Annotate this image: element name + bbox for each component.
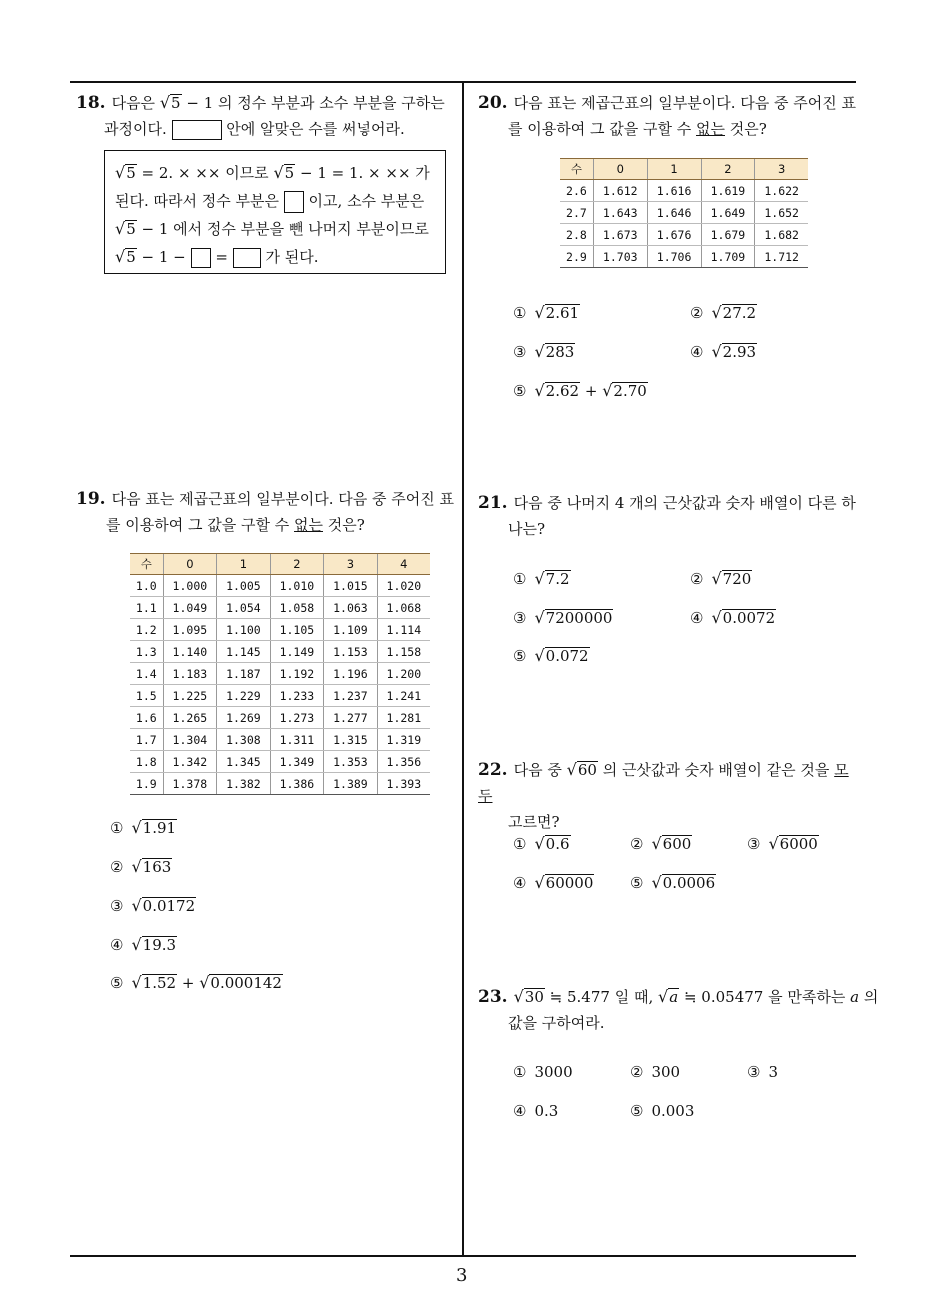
blank-subtract — [191, 248, 211, 268]
blank-integer-part — [284, 191, 304, 213]
q22-option-5[interactable]: ⑤ √0.0006 — [630, 873, 716, 892]
q21-option-2[interactable]: ② √720 — [690, 569, 752, 588]
q23-option-4[interactable]: ④ 0.3 — [513, 1102, 559, 1120]
table-cell: 1.196 — [324, 663, 378, 685]
table-cell: 1.233 — [270, 685, 324, 707]
table-cell: 1.237 — [324, 685, 378, 707]
table-cell: 1.114 — [377, 619, 430, 641]
table-cell: 1.308 — [217, 729, 271, 751]
table-cell: 1.054 — [217, 597, 271, 619]
q19-option-4[interactable]: ④ √19.3 — [110, 935, 177, 954]
q22-option-2[interactable]: ② √600 — [630, 834, 692, 853]
question-number: 18. — [76, 93, 106, 113]
table-cell: 1.273 — [270, 707, 324, 729]
table-cell: 1.9 — [130, 773, 163, 795]
table-cell: 2.7 — [560, 202, 593, 224]
table-header-cell: 3 — [324, 554, 378, 575]
table-cell: 1.682 — [755, 224, 808, 246]
q20-option-3[interactable]: ③ √283 — [513, 342, 575, 361]
question-22: 22. 다음 중 √60 의 근삿값과 숫자 배열이 같은 것을 모두 고르면? — [478, 760, 849, 831]
table-cell: 1.7 — [130, 729, 163, 751]
table-cell: 2.8 — [560, 224, 593, 246]
table-cell: 1.349 — [270, 751, 324, 773]
table-cell: 1.652 — [755, 202, 808, 224]
table-row — [130, 663, 430, 685]
table-cell: 1.703 — [593, 246, 647, 268]
table-cell: 1.068 — [377, 597, 430, 619]
table-cell: 2.6 — [560, 180, 593, 202]
table-cell: 1.378 — [163, 773, 217, 795]
question-number: 19. — [76, 489, 106, 509]
table-cell: 1.109 — [324, 619, 378, 641]
answer-blank — [172, 120, 222, 140]
table-cell: 1.712 — [755, 246, 808, 268]
table-cell: 1.000 — [163, 575, 217, 597]
table-cell: 1.158 — [377, 641, 430, 663]
q19-option-2[interactable]: ② √163 — [110, 857, 172, 876]
q23-option-5[interactable]: ⑤ 0.003 — [630, 1102, 695, 1120]
q20-option-2[interactable]: ② √27.2 — [690, 303, 757, 322]
table-cell: 1.382 — [217, 773, 271, 795]
table-row — [130, 685, 430, 707]
table-row — [130, 751, 430, 773]
table-row — [560, 246, 808, 268]
q21-option-1[interactable]: ① √7.2 — [513, 569, 570, 588]
table-cell: 1.679 — [701, 224, 755, 246]
table-cell: 1.225 — [163, 685, 217, 707]
table-row — [130, 619, 430, 641]
question-23: 23. √30 ≒ 5.477 일 때, √a ≒ 0.05477 을 만족하는 a 의 값을 구하여라. — [478, 987, 879, 1032]
table-cell: 1.095 — [163, 619, 217, 641]
table-cell: 1.345 — [217, 751, 271, 773]
table-cell: 1.2 — [130, 619, 163, 641]
question-number: 23. — [478, 987, 508, 1007]
table-cell: 1.010 — [270, 575, 324, 597]
table-header-cell: 4 — [377, 554, 430, 575]
table-cell: 1.304 — [163, 729, 217, 751]
q23-option-1[interactable]: ① 3000 — [513, 1063, 573, 1081]
q21-option-5[interactable]: ⑤ √0.072 — [513, 646, 589, 665]
table-cell: 1.342 — [163, 751, 217, 773]
question-number: 20. — [478, 93, 508, 113]
q20-option-5[interactable]: ⑤ √2.62 + √2.70 — [513, 381, 647, 400]
q21-option-3[interactable]: ③ √7200000 — [513, 608, 613, 627]
table-header-cell: 2 — [701, 159, 755, 180]
table-cell: 1.8 — [130, 751, 163, 773]
table-row — [130, 729, 430, 751]
q22-option-1[interactable]: ① √0.6 — [513, 834, 570, 853]
table-cell: 1.015 — [324, 575, 378, 597]
q21-option-4[interactable]: ④ √0.0072 — [690, 608, 776, 627]
table-cell: 1.0 — [130, 575, 163, 597]
table-row — [130, 641, 430, 663]
table-cell: 1.622 — [755, 180, 808, 202]
question-number: 22. — [478, 760, 508, 780]
table-cell: 1.1 — [130, 597, 163, 619]
table-cell: 1.277 — [324, 707, 378, 729]
table-cell: 1.676 — [647, 224, 701, 246]
table-cell: 1.353 — [324, 751, 378, 773]
table-cell: 1.105 — [270, 619, 324, 641]
table-cell: 1.616 — [647, 180, 701, 202]
table-cell: 1.619 — [701, 180, 755, 202]
table-header-cell: 3 — [755, 159, 808, 180]
table-header-cell: 1 — [217, 554, 271, 575]
table-cell: 1.153 — [324, 641, 378, 663]
table-row — [130, 773, 430, 795]
table-cell: 1.389 — [324, 773, 378, 795]
q20-option-4[interactable]: ④ √2.93 — [690, 342, 757, 361]
table-cell: 1.229 — [217, 685, 271, 707]
square-root-table-20 — [560, 158, 808, 268]
table-row — [130, 575, 430, 597]
square-root-table-19 — [130, 553, 430, 795]
table-cell: 1.265 — [163, 707, 217, 729]
table-cell: 1.063 — [324, 597, 378, 619]
table-cell: 1.319 — [377, 729, 430, 751]
bottom-rule — [70, 1255, 856, 1257]
question-number: 21. — [478, 493, 508, 513]
table-cell: 1.183 — [163, 663, 217, 685]
q23-option-2[interactable]: ② 300 — [630, 1063, 681, 1081]
table-cell: 1.3 — [130, 641, 163, 663]
table-cell: 1.311 — [270, 729, 324, 751]
table-cell: 1.315 — [324, 729, 378, 751]
table-cell: 1.649 — [701, 202, 755, 224]
table-cell: 1.269 — [217, 707, 271, 729]
table-cell: 1.673 — [593, 224, 647, 246]
table-header-cell: 수 — [560, 159, 593, 180]
table-header-cell: 0 — [593, 159, 647, 180]
question-20: 20. 다음 표는 제곱근표의 일부분이다. 다음 중 주어진 표 를 이용하여 그 값을 구할 수 없는 것은? — [478, 93, 857, 138]
q23-option-3[interactable]: ③ 3 — [747, 1063, 778, 1081]
table-row — [560, 224, 808, 246]
table-cell: 1.020 — [377, 575, 430, 597]
table-header-cell: 수 — [130, 554, 163, 575]
table-cell: 1.100 — [217, 619, 271, 641]
table-cell: 1.386 — [270, 773, 324, 795]
table-cell: 1.187 — [217, 663, 271, 685]
table-header-cell: 1 — [647, 159, 701, 180]
table-cell: 1.049 — [163, 597, 217, 619]
q19-option-1[interactable]: ① √1.91 — [110, 818, 177, 837]
table-cell: 1.393 — [377, 773, 430, 795]
table-cell: 1.058 — [270, 597, 324, 619]
table-cell: 1.706 — [647, 246, 701, 268]
q20-option-1[interactable]: ① √2.61 — [513, 303, 580, 322]
page-number: 3 — [456, 1265, 468, 1286]
question-18: 18. 다음은 √5 − 1 의 정수 부분과 소수 부분을 구하는 과정이다. 안에 알맞은 수를 써넣어라. — [76, 93, 445, 138]
table-cell: 1.5 — [130, 685, 163, 707]
table-cell: 2.9 — [560, 246, 593, 268]
table-row — [130, 707, 430, 729]
q19-option-5[interactable]: ⑤ √1.52 + √0.000142 — [110, 973, 282, 992]
question-21: 21. 다음 중 나머지 4 개의 근삿값과 숫자 배열이 다른 하 나는? — [478, 493, 856, 538]
table-row — [130, 597, 430, 619]
q22-option-4[interactable]: ④ √60000 — [513, 873, 594, 892]
table-header-cell: 0 — [163, 554, 217, 575]
table-cell: 1.200 — [377, 663, 430, 685]
column-divider — [462, 81, 464, 1256]
table-cell: 1.6 — [130, 707, 163, 729]
question-18-box: √5 = 2. × ×× 이므로 √5 − 1 = 1. × ×× 가 된다. 따라서 정수 부분은 이고, 소수 부분은 √5 − 1 에서 정수 부분을 뺀 나머지 부분이므로 √5 − 1 − = 가 된다. — [104, 150, 446, 274]
table-cell: 1.192 — [270, 663, 324, 685]
table-cell: 1.149 — [270, 641, 324, 663]
table-row — [560, 180, 808, 202]
q19-option-3[interactable]: ③ √0.0172 — [110, 896, 196, 915]
table-cell: 1.145 — [217, 641, 271, 663]
table-cell: 1.646 — [647, 202, 701, 224]
table-cell: 1.005 — [217, 575, 271, 597]
table-row — [560, 202, 808, 224]
question-19: 19. 다음 표는 제곱근표의 일부분이다. 다음 중 주어진 표 를 이용하여 그 값을 구할 수 없는 것은? — [76, 489, 455, 534]
table-cell: 1.709 — [701, 246, 755, 268]
q22-option-3[interactable]: ③ √6000 — [747, 834, 818, 853]
table-cell: 1.612 — [593, 180, 647, 202]
table-cell: 1.140 — [163, 641, 217, 663]
table-cell: 1.241 — [377, 685, 430, 707]
table-header-cell: 2 — [270, 554, 324, 575]
table-cell: 1.356 — [377, 751, 430, 773]
blank-result — [233, 248, 261, 268]
table-cell: 1.4 — [130, 663, 163, 685]
table-cell: 1.643 — [593, 202, 647, 224]
table-cell: 1.281 — [377, 707, 430, 729]
